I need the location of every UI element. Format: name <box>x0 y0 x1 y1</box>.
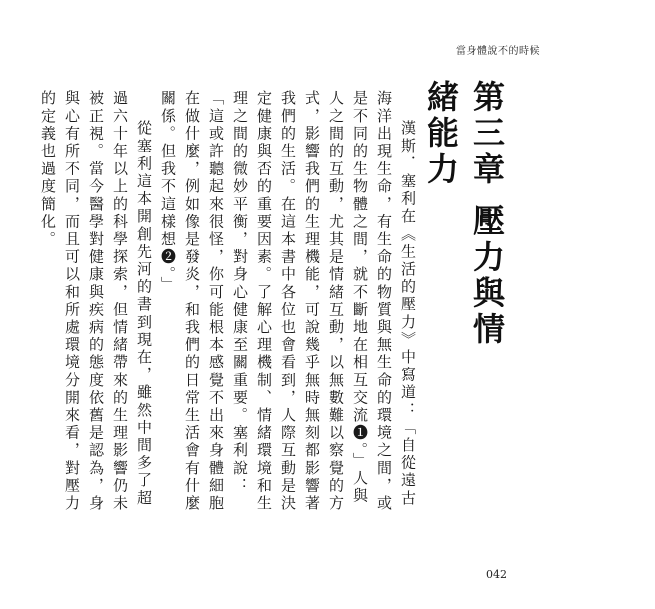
paragraph-2: 從塞利這本開創先河的書到現在，雖然中間多了超過六十年以上的科學探索，但情緒帶來的生理影響仍未被正視。當今醫學對健康與疾病的態度依舊是認為，身與心有所不同，而且可以和所處環境分開來看，對壓力的定義也過度簡化。 <box>39 90 153 513</box>
body-text <box>39 90 420 520</box>
paragraph-1: 漢斯．塞利在《生活的壓力》中寫道：「自從遠古海洋出現生命，有生命的物質與無生命的環境之間，或是不同的生物體之間，就不斷地在相互交流❶。」人與人之間的互動，尤其是情緒互動，以無數難以察覺的方式，影響我們的生理機能，可說幾乎無時無刻都影響著我們的生活。在這本書中各位也會看到，人際互動是決定健康與否的重要因素。了解心理機制、情緒環境和生理之間的微妙平衡，對身心健康至關重要。塞利說：「這或許聽起來很怪，你可能根本感覺不出來身體細胞在做什麼，例如像是發炎，和我們的日常生活會有什麼關係。但我不這樣想❷。」 <box>159 90 417 513</box>
running-header: 當身體說不的時候 <box>456 46 540 57</box>
chapter-number: 第三章 <box>468 80 506 188</box>
page-number: 042 <box>486 568 507 581</box>
chapter-heading <box>422 80 510 380</box>
chapter-title-text: 壓力與情緒能力 <box>422 80 506 348</box>
